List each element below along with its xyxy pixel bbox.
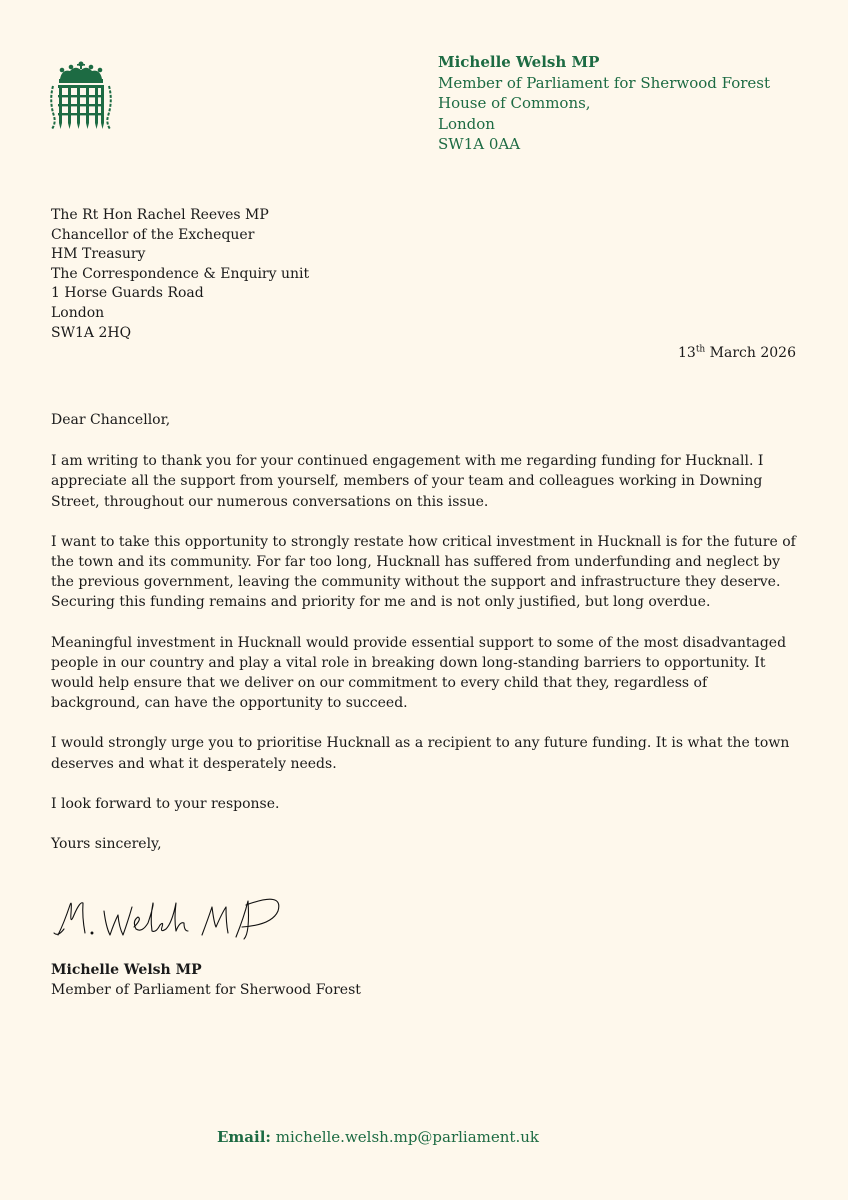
- letter-date: [678, 343, 796, 363]
- recipient-line: The Rt Hon Rachel Reeves MP: [51, 207, 269, 223]
- date-month-year: March 2026: [705, 345, 796, 361]
- sender-name: Michelle Welsh MP: [438, 53, 600, 71]
- salutation: Dear Chancellor,: [51, 412, 171, 428]
- letter-body: [51, 410, 799, 854]
- recipient-line: Chancellor of the Exchequer: [51, 226, 255, 243]
- sender-address-line: Member of Parliament for Sherwood Forest: [438, 73, 771, 92]
- sender-address-line: House of Commons,: [438, 94, 591, 112]
- recipient-line: SW1A 2HQ: [51, 324, 132, 341]
- signoff-block: [51, 960, 361, 1000]
- footer-contact: [217, 1128, 539, 1146]
- date-day: 13: [677, 345, 696, 361]
- email-label: Email:: [217, 1128, 271, 1146]
- closing-line: I look forward to your response.: [51, 795, 280, 812]
- email-link[interactable]: michelle.welsh.mp@parliament.uk: [275, 1128, 539, 1146]
- recipient-line: London: [51, 304, 105, 321]
- handwritten-signature: [52, 893, 292, 949]
- body-paragraph: Meaningful investment in Hucknall would provide essential support to some of the most disadvantaged people in our country and play a vital role in breaking down long-standing barriers to opportunity. It would help ensure that we deliver on our commitment to every child that they, regardless of background, can have the opportunity to succeed.: [51, 634, 787, 712]
- portcullis-crown-icon: [50, 61, 112, 133]
- recipient-line: HM Treasury: [51, 246, 146, 263]
- valediction: Yours sincerely,: [51, 836, 162, 853]
- signoff-name: Michelle Welsh MP: [51, 962, 202, 978]
- recipient-block: [51, 206, 309, 343]
- sender-block: [438, 52, 770, 155]
- date-suffix: th: [695, 344, 706, 355]
- recipient-line: The Correspondence & Enquiry unit: [51, 265, 310, 282]
- body-paragraph: I want to take this opportunity to strongly restate how critical investment in Hucknall is for the future of the town and its community. For far too long, Hucknall has suffered from underfunding and neglect by the previous government, leaving the community without the support and infrastructure they deserve. Securing this funding remains and priority for me and is not only justified, but long overdue.: [51, 533, 796, 611]
- recipient-line: 1 Horse Guards Road: [51, 285, 204, 302]
- body-paragraph: I am writing to thank you for your continued engagement with me regarding funding for Hucknall. I appreciate all the support from yourself, members of your team and colleagues working in Downing Street, throughout our numerous conversations on this issue.: [51, 453, 764, 510]
- sender-address-line: SW1A 0AA: [438, 135, 521, 153]
- body-paragraph: I would strongly urge you to prioritise Hucknall as a recipient to any future funding. It is what the town deserves and what it desperately needs.: [51, 735, 790, 772]
- sender-address-line: London: [438, 114, 495, 133]
- signoff-title: Member of Parliament for Sherwood Forest: [51, 982, 361, 998]
